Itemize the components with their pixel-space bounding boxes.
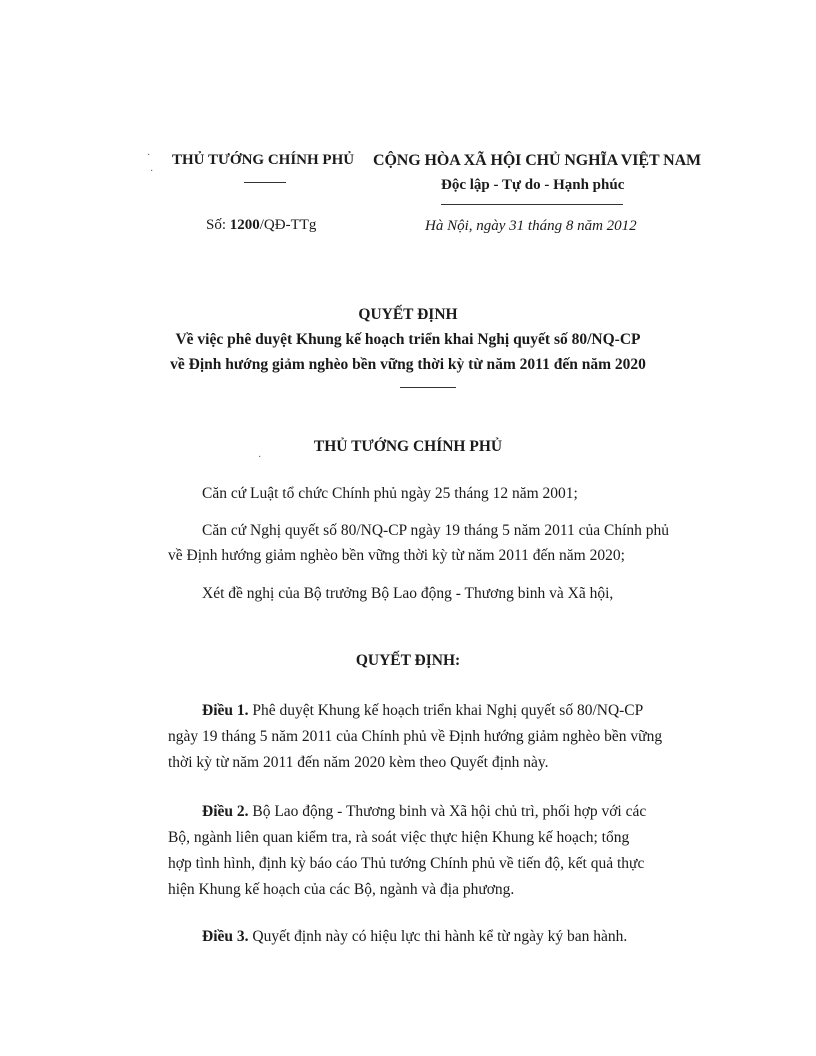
- decides-heading: QUYẾT ĐỊNH:: [355, 652, 461, 669]
- article-1: [168, 698, 698, 776]
- article-2-line4: hiện Khung kế hoạch của các Bộ, ngành và địa phương.: [168, 881, 515, 898]
- authority-heading: THỦ TƯỚNG CHÍNH PHỦ: [313, 438, 503, 455]
- preamble-proposal: Xét đề nghị của Bộ trưởng Bộ Lao động - Thương binh và Xã hội,: [202, 585, 614, 602]
- scan-speck: ·: [150, 166, 154, 177]
- article-1-line3: thời kỳ từ năm 2011 đến năm 2020 kèm theo Quyết định này.: [168, 754, 549, 771]
- article-1-line2: ngày 19 tháng 5 năm 2011 của Chính phủ về Định hướng giảm nghèo bền vững: [168, 728, 663, 745]
- document-number: [206, 217, 316, 234]
- article-2-line3: hợp tình hình, định kỳ báo cáo Thủ tướng Chính phủ về tiến độ, kết quả thực: [168, 855, 645, 872]
- preamble-legal-basis-1: Căn cứ Luật tổ chức Chính phủ ngày 25 tháng 12 năm 2001;: [202, 485, 578, 502]
- article-2-line2: Bộ, ngành liên quan kiểm tra, rà soát việc thực hiện Khung kế hoạch; tổng: [168, 829, 630, 846]
- number-suffix: /QĐ-TTg: [259, 217, 317, 233]
- agency-underline: [244, 182, 286, 183]
- republic-name: CỘNG HÒA XÃ HỘI CHỦ NGHĨA VIỆT NAM: [373, 152, 702, 169]
- article-1-line1: Phê duyệt Khung kế hoạch triển khai Nghị quyết số 80/NQ-CP: [248, 702, 644, 719]
- place-date: Hà Nội, ngày 31 tháng 8 năm 2012: [425, 218, 637, 234]
- number-value: 1200: [229, 217, 260, 233]
- article-2-line1: Bộ Lao động - Thương binh và Xã hội chủ trì, phối hợp với các: [248, 803, 647, 820]
- title-underline: [400, 387, 456, 388]
- scan-speck: ·: [147, 150, 151, 161]
- article-1-label: Điều 1.: [202, 702, 249, 719]
- article-3-label: Điều 3.: [202, 928, 249, 945]
- document-type-title: QUYẾT ĐỊNH: [358, 306, 458, 323]
- number-prefix: Số:: [206, 217, 230, 233]
- preamble-legal-basis-2-line2: về Định hướng giảm nghèo bền vững thời kỳ từ năm 2011 đến năm 2020;: [168, 547, 625, 564]
- article-3-line1: Quyết định này có hiệu lực thi hành kể từ ngày ký ban hành.: [248, 928, 628, 945]
- motto: Độc lập - Tự do - Hạnh phúc: [441, 177, 625, 193]
- article-2-label: Điều 2.: [202, 803, 249, 820]
- subject-line-1: Về việc phê duyệt Khung kế hoạch triển khai Nghị quyết số 80/NQ-CP: [175, 331, 641, 348]
- scan-speck: ·: [258, 452, 262, 463]
- article-2: [168, 799, 698, 903]
- agency-name: THỦ TƯỚNG CHÍNH PHỦ: [172, 152, 355, 168]
- article-3: [168, 924, 698, 950]
- preamble-legal-basis-2-line1: Căn cứ Nghị quyết số 80/NQ-CP ngày 19 tháng 5 năm 2011 của Chính phủ: [202, 522, 670, 539]
- subject-line-2: về Định hướng giảm nghèo bền vững thời kỳ từ năm 2011 đến năm 2020: [170, 356, 646, 373]
- motto-underline: [441, 204, 623, 205]
